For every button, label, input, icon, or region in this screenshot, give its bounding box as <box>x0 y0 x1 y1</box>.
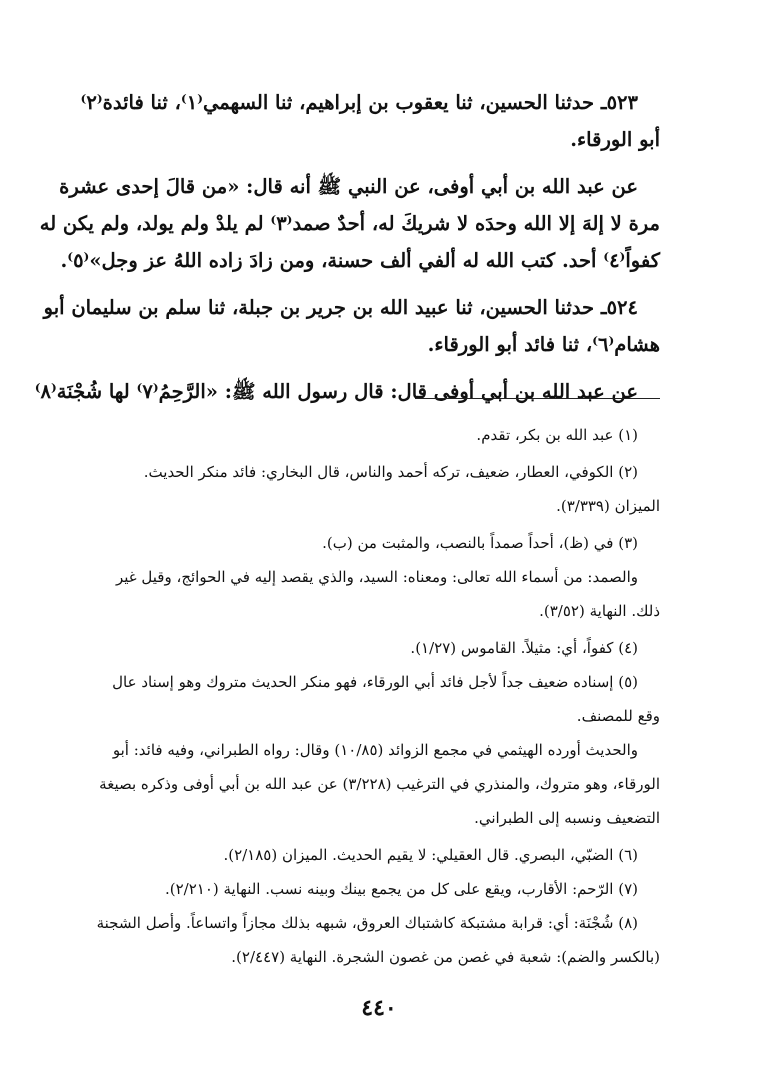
footnote-line: الورقاء، وهو متروك، والمنذري في الترغيب (٣/٢٢٨) عن عبد الله بن أبي أوفى وذكره بصيغة <box>99 775 660 793</box>
main-line: عن عبد الله بن أبي أوفى، عن النبي ﷺ أنه قال: «من قالَ إحدى عشرة <box>59 175 638 198</box>
footnote-line: (٥) إسناده ضعيف جداً لأجل فائد أبي الورقاء، فهو منكر الحديث متروك وهو إسناد عال <box>112 673 638 691</box>
main-line: أبو الورقاء. <box>570 128 660 151</box>
footnote-separator <box>415 398 660 399</box>
main-line: هشام⁽٦⁾، ثنا فائد أبو الورقاء. <box>427 333 660 356</box>
footnotes <box>95 418 660 974</box>
page-number: ٤٤٠ <box>361 995 397 1021</box>
footnote-line: والحديث أورده الهيثمي في مجمع الزوائد (١٠/٨٥) وقال: رواه الطبراني، وفيه فائد: أبو <box>112 741 638 759</box>
main-line: مرة لا إلهَ إلا الله وحدَه لا شريكَ له، أحدٌ صمد⁽٣⁾ لم يلدْ ولم يولد، ولم يكن له <box>39 212 660 235</box>
footnote-line: ذلك. النهاية (٣/٥٢). <box>539 602 660 620</box>
footnote-line: الميزان (٣/٣٣٩). <box>556 497 660 515</box>
footnote-line: والصمد: من أسماء الله تعالى: ومعناه: السيد، والذي يقصد إليه في الحوائج، وقيل غير <box>116 568 638 586</box>
main-line: ٥٢٤ـ حدثنا الحسين، ثنا عبيد الله بن جرير بن جبلة، ثنا سلم بن سليمان أبو <box>43 296 638 319</box>
main-line: ٥٢٣ـ حدثنا الحسين، ثنا يعقوب بن إبراهيم، ثنا السهمي⁽١⁾، ثنا فائدة⁽٢⁾ <box>80 91 638 114</box>
main-text <box>34 84 660 410</box>
footnote-line: (٦) الضبّي، البصري. قال العقيلي: لا يقيم الحديث. الميزان (٢/١٨٥). <box>223 846 638 864</box>
footnote-line: التضعيف ونسبه إلى الطبراني. <box>474 809 660 827</box>
footnote-line: (١) عبد الله بن بكر، تقدم. <box>476 426 638 444</box>
main-line: عن عبد الله بن أبي أوفى قال: قال رسول الله ﷺ: «الرَّحِمُ⁽٧⁾ لها شُجْنَة⁽٨⁾ <box>34 380 638 403</box>
footnote-line: (٢) الكوفي، العطار، ضعيف، تركه أحمد والناس، قال البخاري: فائد منكر الحديث. <box>143 463 638 481</box>
footnote-line: (بالكسر والضم): شعبة في غصن من غصون الشجرة. النهاية (٢/٤٤٧). <box>231 948 660 966</box>
footnote-line: (٤) كفواً، أي: مثيلاً. القاموس (١/٢٧). <box>410 639 638 657</box>
footnote-line: (٨) شُجْنَة: أي: قرابة مشتبكة كاشتباك العروق، شبهه بذلك مجازاً واتساعاً. وأصل الشجنة <box>96 914 638 932</box>
footnote-line: وقع للمصنف. <box>576 707 660 725</box>
footnote-line: (٧) الرّحم: الأقارب، ويقع على كل من يجمع بينك وبينه نسب. النهاية (٢/٢١٠). <box>164 880 638 898</box>
footnote-line: (٣) في (ظ)، أحداً صمداً بالنصب، والمثبت من (ب). <box>322 534 638 552</box>
main-line: كفواً⁽٤⁾ أحد. كتب الله له ألفي ألف حسنة، ومن زادَ زاده اللهُ عز وجل»⁽٥⁾. <box>60 249 660 272</box>
